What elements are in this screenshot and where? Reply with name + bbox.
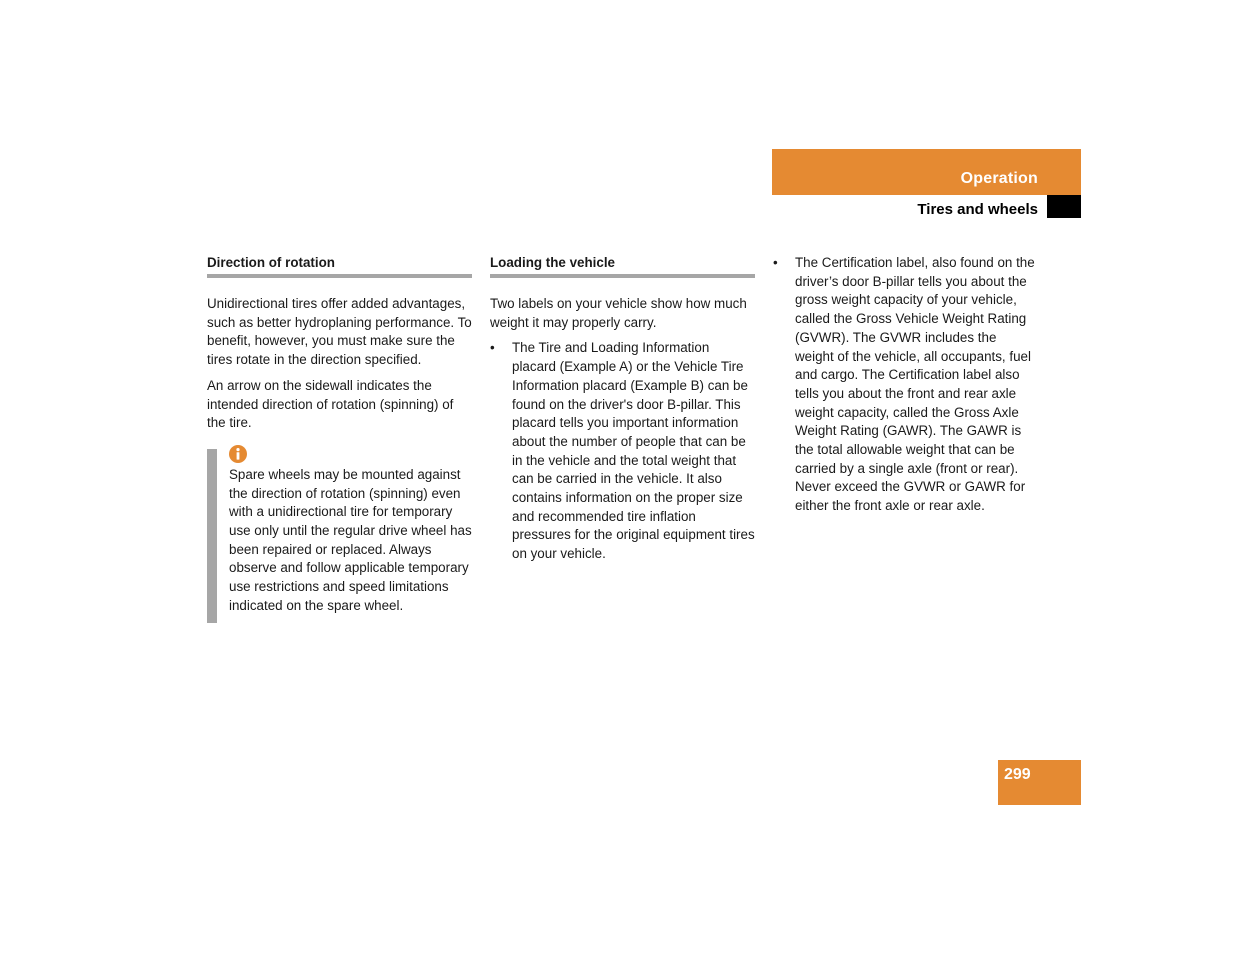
page-number: 299 bbox=[1004, 766, 1031, 783]
loading-intro: Two labels on your vehicle show how much weight it may properly carry. bbox=[490, 296, 747, 330]
subsection-title: Tires and wheels bbox=[917, 201, 1038, 218]
section-tab-marker bbox=[1047, 195, 1081, 218]
info-icon bbox=[229, 445, 247, 463]
bullet-marker: • bbox=[490, 340, 495, 356]
list-item bbox=[490, 339, 755, 563]
list-item-text: The Certification label, also found on the driver’s door B-pillar tells you about the gross weight capacity of your vehicle, called the Gross Vehicle Weight Rating (GVWR). The GVWR includes the weight of the vehicle, all occupants, fuel and cargo. The Certification label also tells you about the front and rear axle weight capacity, called the Gross Axle Weight Rating (GAWR). The GAWR is the total allowable weight that can be carried by a single axle (front or rear). Never exceed the GVWR or GAWR for either the front axle or rear axle. bbox=[795, 255, 1035, 514]
column-certification-label bbox=[773, 254, 1038, 523]
loading-heading: Loading the vehicle bbox=[490, 254, 755, 278]
direction-heading: Direction of rotation bbox=[207, 254, 472, 278]
section-title: Operation bbox=[960, 170, 1038, 187]
column-loading-the-vehicle bbox=[490, 254, 755, 571]
list-item-text: The Tire and Loading Information placard (Example A) or the Vehicle Tire Information placard (Example B) can be found on the driver's door B-pillar. This placard tells you important information about the number of people that can be in the vehicle and the total weight that can be carried in the vehicle. It also contains information on the proper size and recommended tire inflation pressures for the original equipment tires on your vehicle. bbox=[512, 340, 755, 562]
note-side-bar bbox=[207, 449, 217, 623]
list-item bbox=[773, 254, 1038, 516]
section-header-bar bbox=[772, 149, 1081, 195]
direction-paragraph-1: Unidirectional tires offer added advantages, such as better hydroplaning performance. To benefit, however, you must make sure the tires rotate in the direction specified. bbox=[207, 296, 472, 368]
bullet-marker: • bbox=[773, 255, 778, 270]
direction-paragraph-2: An arrow on the sidewall indicates the intended direction of rotation (spinning) of the tire. bbox=[207, 377, 454, 431]
column-direction-of-rotation bbox=[207, 254, 472, 616]
page-number-box bbox=[998, 760, 1081, 805]
note-text: Spare wheels may be mounted against the direction of rotation (spinning) even with a unidirectional tire for temporary use only until the regular drive wheel has been repaired or replaced. Always observe and follow applicable temporary use restrictions and speed limitations indicated on the spare wheel. bbox=[229, 466, 472, 613]
info-note bbox=[207, 445, 472, 616]
